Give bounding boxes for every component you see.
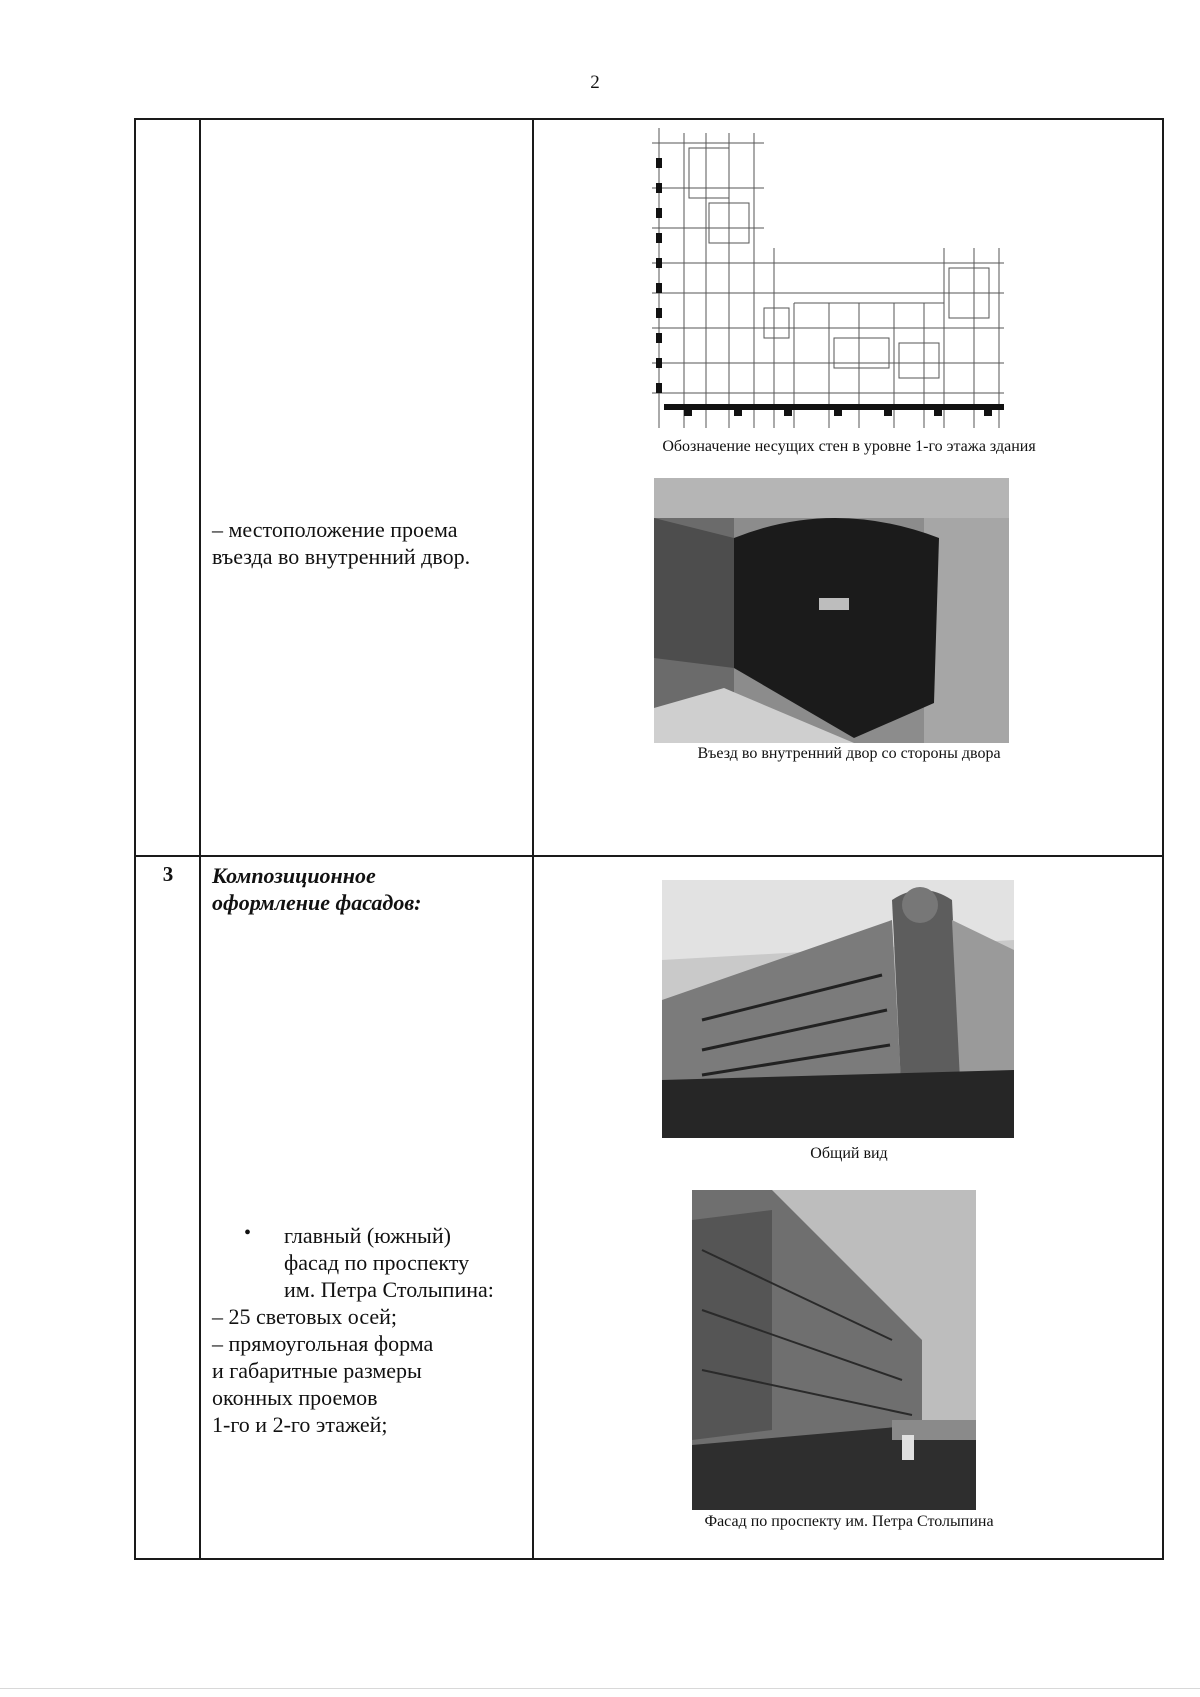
general-view-photo [662,880,1014,1138]
general-view-caption: Общий вид [810,1145,888,1162]
main-facade-text: главный (южный) фасад по проспекту им. Петра Столыпина: [284,1223,494,1302]
floor-plan-image [644,128,1014,458]
column-divider-1 [199,118,201,1560]
page-number: 2 [590,72,600,93]
location-text: – местоположение проема въезда во внутренний двор. [212,517,471,569]
content-table [134,118,1164,1558]
table-border-bottom [134,1558,1164,1560]
courtyard-entrance-photo [654,478,1009,743]
row-number: 3 [162,862,174,886]
facade-photo [692,1190,976,1510]
column-divider-2 [532,118,534,1560]
section-heading: Композиционное оформление фасадов: [212,863,422,915]
bullet-marker: • [244,1222,252,1244]
floor-plan-caption: Обозначение несущих стен в уровне 1-го этажа здания [662,438,1036,455]
courtyard-entrance-caption: Въезд во внутренний двор со стороны двора [697,745,1001,762]
table-border-right [1162,118,1164,1560]
table-border-left [134,118,136,1560]
facade-image [692,1190,976,1510]
facade-photo-caption: Фасад по проспекту им. Петра Столыпина [704,1513,994,1530]
row-divider [134,855,1164,857]
courtyard-entrance-image [654,478,1009,743]
page-bottom-edge [0,1688,1200,1689]
facade-details-text: – 25 световых осей; – прямоугольная форма и габаритные размеры оконных проемов 1-го и 2-го этажей; [212,1304,434,1437]
floor-plan-drawing [644,128,1014,458]
table-border-top [134,118,1164,120]
general-view-image [662,880,1014,1138]
